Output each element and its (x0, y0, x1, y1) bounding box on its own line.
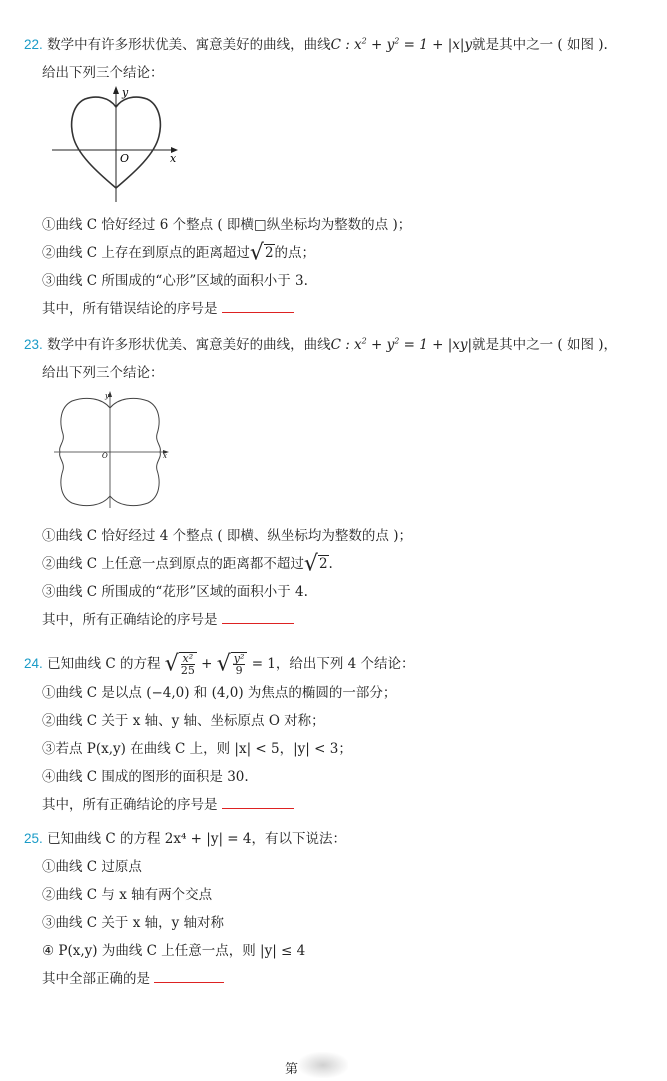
q22-conclusion-2: ②曲线 C 上存在到原点的距离超过√2的点； (42, 240, 316, 266)
q25-statement-2: ②曲线 C 与 x 轴有两个交点 (42, 887, 213, 903)
watermark-blur (298, 1052, 348, 1078)
q22-lead: 给出下列三个结论： (42, 65, 164, 81)
origin-label: O (102, 452, 108, 460)
q25-number: 25. (24, 831, 43, 846)
q22-stem (24, 36, 608, 54)
origin-label: O (120, 152, 130, 165)
x-label: x (163, 452, 167, 460)
q22-question: 其中，所有错误结论的序号是 (42, 300, 294, 318)
y-label: y (105, 392, 109, 400)
q24-conclusion-4: ④曲线 C 围成的图形的面积是 30. (42, 769, 249, 785)
y-label: y (122, 86, 129, 99)
q23-conclusion-2: ②曲线 C 上任意一点到原点的距离都不超过√2. (42, 551, 333, 577)
q24-equation: √ $\frac{\text{x²}}{25}$ + √ $\frac{\text{y²}}{9}$ (165, 656, 252, 672)
q24-conclusion-1: ①曲线 C 是以点 (−4,0) 和 (4,0) 为焦点的椭圆的一部分； (42, 685, 397, 701)
q22-number: 22. (24, 37, 43, 52)
q22-answer-blank[interactable] (222, 300, 294, 313)
q23-conclusion-1: ①曲线 C 恰好经过 4 个整点 ( 即横、纵坐标均为整数的点 )； (42, 528, 412, 544)
q25-statement-4: ④ P(x,y) 为曲线 C 上任意一点，则 |y| ≤ 4 (42, 943, 306, 959)
q23-answer-blank[interactable] (222, 611, 294, 624)
q22-intro: 数学中有许多形状优美、寓意美好的曲线，曲线 (47, 37, 331, 53)
q23-equation: C : $x^2 + y^2 = 1 + |xy|$ (330, 336, 473, 353)
q25-stem (24, 830, 346, 848)
q23-curve-tail: 就是其中之一 ( 如图 )， (472, 337, 618, 353)
q23-flower-figure (50, 388, 175, 510)
page-number: 第 (285, 1062, 299, 1077)
q23-intro: 数学中有许多形状优美、寓意美好的曲线，曲线 (47, 337, 331, 353)
q23-question: 其中，所有正确结论的序号是 (42, 611, 294, 629)
q23-number: 23. (24, 337, 43, 352)
y-axis-arrow-icon (113, 86, 119, 94)
q25-statement-3: ③曲线 C 关于 x 轴，y 轴对称 (42, 915, 225, 931)
q22-conclusion-1: ①曲线 C 恰好经过 6 个整点 ( 即横□纵坐标均为整数的点 )； (42, 217, 412, 233)
q24-conclusion-3: ③若点 P(x,y) 在曲线 C 上，则 |x| < 5，|y| < 3； (42, 741, 352, 757)
q25-intro: 已知曲线 C 的方程 2x⁴ + |y| = 4，有以下说法： (47, 831, 346, 847)
x-label: x (170, 152, 177, 165)
q23-stem (24, 336, 617, 354)
q22-equation: C : $x^2 + y^2 = 1 + |x|y$ (330, 36, 473, 53)
q22-heart-figure (52, 84, 182, 204)
q25-statement-1: ①曲线 C 过原点 (42, 859, 142, 875)
q23-lead: 给出下列三个结论： (42, 365, 164, 381)
q24-question: 其中，所有正确结论的序号是 (42, 796, 294, 814)
q24-conclusion-2: ②曲线 C 关于 x 轴、y 轴、坐标原点 O 对称； (42, 713, 325, 729)
q24-equation-tail: = 1，给出下列 4 个结论： (251, 656, 415, 672)
q22-conclusion-3: ③曲线 C 所围成的“心形”区域的面积小于 3. (42, 273, 308, 289)
q23-conclusion-3: ③曲线 C 所围成的“花形”区域的面积小于 4. (42, 584, 308, 600)
q25-answer-blank[interactable] (154, 970, 224, 983)
q25-question: 其中全部正确的是 (42, 970, 224, 988)
q22-curve-tail: 就是其中之一 ( 如图 ). (472, 37, 608, 53)
q24-number: 24. (24, 656, 43, 671)
q24-stem (24, 652, 415, 676)
q24-intro: 已知曲线 C 的方程 (47, 656, 161, 672)
q24-answer-blank[interactable] (222, 796, 294, 809)
